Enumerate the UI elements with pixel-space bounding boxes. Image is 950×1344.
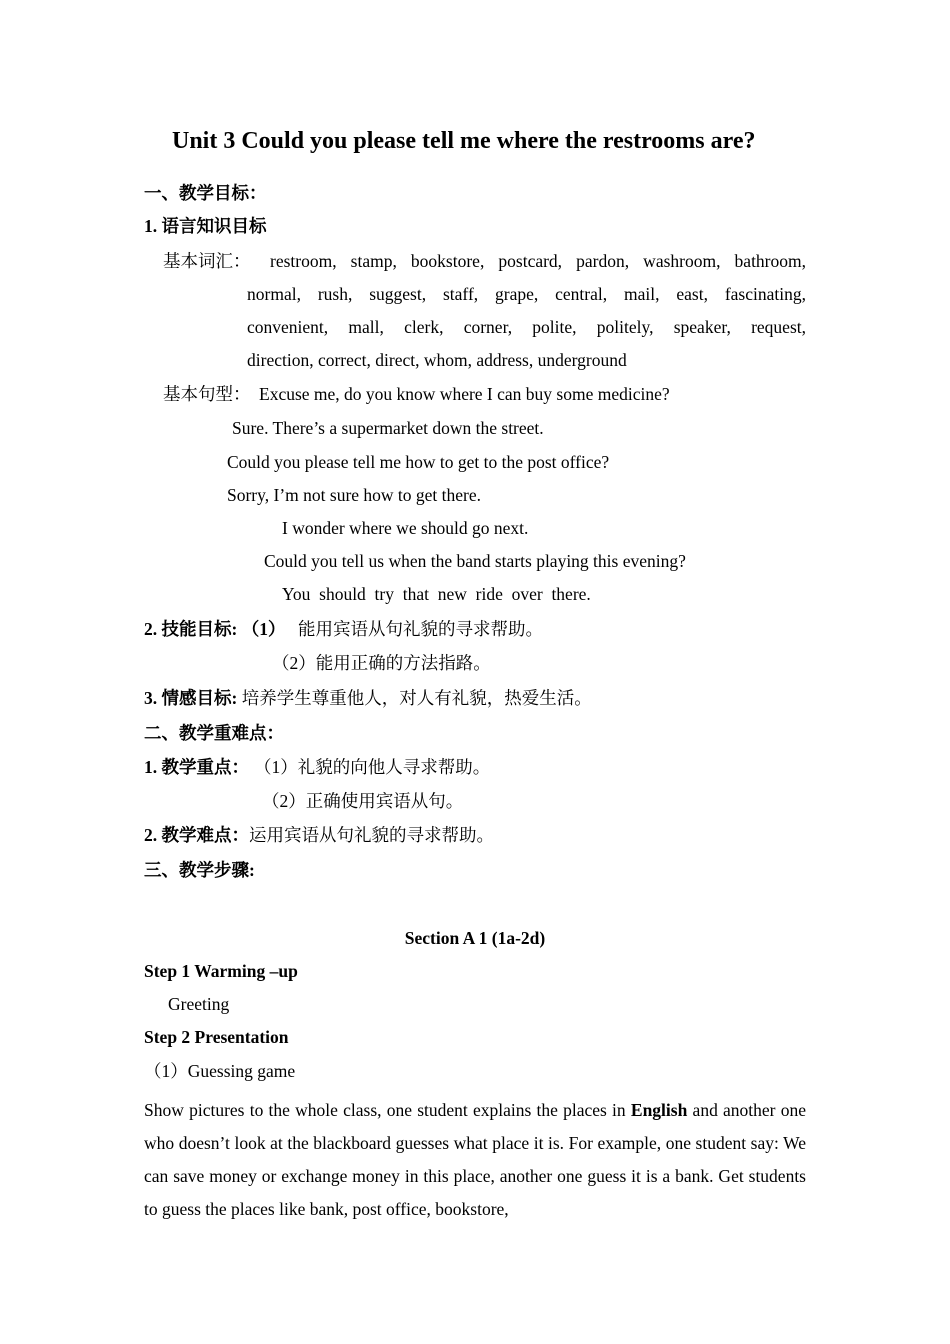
vocab-line: convenient, mall, clerk, corner, polite, politely, speaker, request, <box>247 317 806 337</box>
skill-item: 能用宾语从句礼貌的寻求帮助。 <box>298 619 543 639</box>
skill-label: 2. 技能目标: （1） <box>144 619 286 639</box>
sentence-item: Sure. There’s a supermarket down the street. <box>232 418 544 438</box>
key-points-heading: 二、教学重难点： <box>144 723 284 743</box>
key-item: （1）礼貌的向他人寻求帮助。 <box>254 757 491 777</box>
page-title: Unit 3 Could you please tell me where the restrooms are? <box>172 128 756 154</box>
key-label: 1. 教学重点： <box>144 757 249 777</box>
vocab-line: normal, rush, suggest, staff, grape, central, mail, east, fascinating, <box>247 284 806 304</box>
sentence-item: You should try that new ride over there. <box>282 584 591 604</box>
emotion-text: 培养学生尊重他人，对人有礼貌，热爱生活。 <box>237 688 592 708</box>
vocab-line: direction, correct, direct, whom, address, underground <box>247 350 627 370</box>
vocab-line: restroom, stamp, bookstore, postcard, pardon, washroom, bathroom, <box>270 251 806 271</box>
step1-text: Greeting <box>168 994 230 1014</box>
sentence-item: I wonder where we should go next. <box>282 518 529 538</box>
step2-sub: （1）Guessing game <box>144 1061 296 1081</box>
difficult-label: 2. 教学难点： <box>144 825 249 845</box>
vocab-label: 基本词汇： <box>163 251 251 271</box>
section-title: Section A 1 (1a-2d) <box>404 928 546 948</box>
steps-heading: 三、教学步骤: <box>144 860 255 880</box>
paragraph-text: Show pictures to the whole class, one student explains the places in <box>144 1100 631 1120</box>
step1-heading: Step 1 Warming –up <box>144 961 298 981</box>
paragraph-text: and another one who doesn’t look at the blackboard guesses what place it is. For example, one student say: We can save money or exchange money in this place, another one guess it is a bank. Get students to guess the places like bank, post office, bookstore, <box>144 1100 806 1219</box>
sentence-label: 基本句型： <box>163 384 251 404</box>
sentence-item: Could you tell us when the band starts playing this evening? <box>264 551 686 571</box>
sentence-item: Could you please tell me how to get to the post office? <box>227 452 610 472</box>
difficult-text: 运用宾语从句礼貌的寻求帮助。 <box>249 825 494 845</box>
step2-paragraph <box>144 1094 806 1226</box>
emotion-line <box>144 687 592 709</box>
key-item: （2）正确使用宾语从句。 <box>262 791 464 811</box>
step2-heading: Step 2 Presentation <box>144 1027 289 1047</box>
difficult-line <box>144 824 494 846</box>
emotion-label: 3. 情感目标: <box>144 688 238 708</box>
sentence-item: Sorry, I’m not sure how to get there. <box>227 485 482 505</box>
paragraph-bold: English <box>630 1100 688 1120</box>
skill-item: （2）能用正确的方法指路。 <box>272 653 491 673</box>
knowledge-heading: 1. 语言知识目标 <box>144 216 267 236</box>
sentence-item: Excuse me, do you know where I can buy some medicine? <box>259 384 670 404</box>
objectives-heading: 一、教学目标： <box>144 183 267 203</box>
